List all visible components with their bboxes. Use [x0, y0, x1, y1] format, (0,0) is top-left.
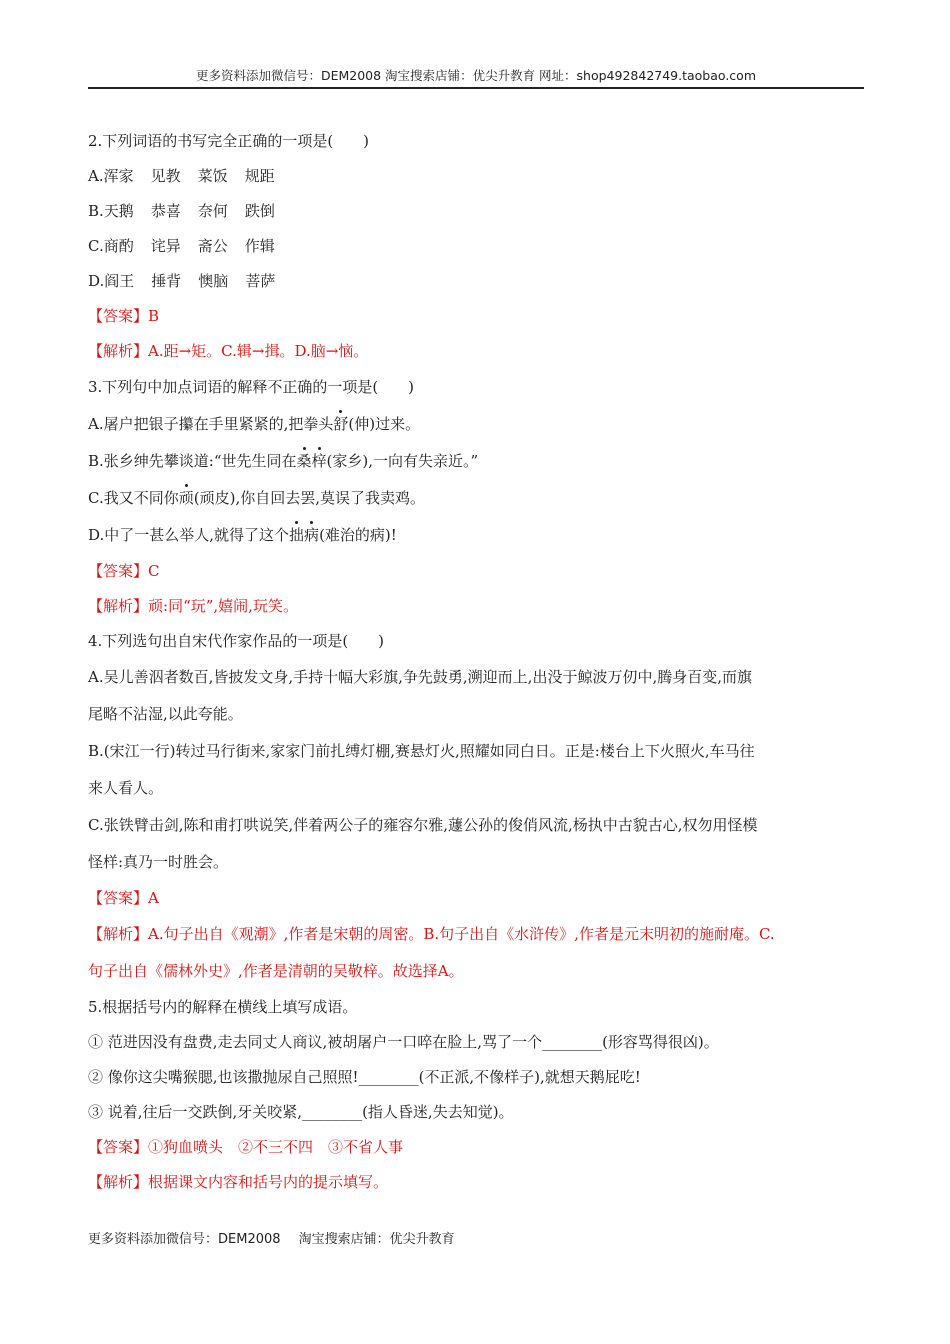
q5-item-2: ② 像你这尖嘴猴腮,也该撒抛尿自己照照!________(不正派,不像样子),就想天鹅屁吃! [88, 1068, 641, 1086]
page-footer [88, 1228, 469, 1247]
document-body [88, 124, 858, 1200]
q5-answer: 【答案】①狗血喷头 ②不三不四 ③不省人事 [88, 1138, 404, 1156]
q2-option-a: A.浑家 见教 菜饭 规距 [88, 167, 275, 185]
q4-option-b-line1: B.(宋江一行)转过马行街来,家家门前扎缚灯棚,赛悬灯火,照耀如同白日。正是:楼台上下火照火,车马往 [88, 742, 755, 760]
emphasis-dot-char: 病 [304, 517, 319, 554]
q4-option-c-line2: 怪样:真乃一时胜会。 [88, 853, 229, 871]
header-rule [88, 87, 864, 89]
emphasis-dot-char: 舒 [333, 406, 348, 443]
q4-option-a-line2: 尾略不沾湿,以此夸能。 [88, 705, 243, 723]
emphasis-dot-char: 桑 [297, 443, 312, 480]
page-header: 更多资料添加微信号：DEM2008 淘宝搜索店铺：优尖升教育 网址：shop492842749.taobao.com [195, 68, 757, 83]
q4-analysis-line1: 【解析】A.句子出自《观潮》,作者是宋朝的周密。B.句子出自《水浒传》,作者是元末明初的施耐庵。C. [88, 925, 775, 943]
q2-option-b: B.天鹅 恭喜 奈何 跌倒 [88, 202, 275, 220]
q4-option-a-line1: A.吴儿善泅者数百,皆披发文身,手持十幅大彩旗,争先鼓勇,溯迎而上,出没于鲸波万仞中,腾身百变,而旗 [88, 668, 752, 686]
q5-item-1: ① 范进因没有盘费,走去同丈人商议,被胡屠户一口啐在脸上,骂了一个________(形容骂得很凶)。 [88, 1033, 719, 1051]
q3-answer: 【答案】C [88, 562, 160, 580]
q2-stem: 2.下列词语的书写完全正确的一项是( ) [88, 132, 370, 150]
q3-option-d: D.中了一甚么举人,就得了这个拙病(难治的病)! [88, 517, 858, 554]
q3-option-a: A.屠户把银子攥在手里紧紧的,把拳头舒(伸)过来。 [88, 406, 858, 443]
emphasis-dot-char: 顽 [179, 480, 194, 517]
q5-stem: 5.根据括号内的解释在横线上填写成语。 [88, 998, 358, 1016]
q3-stem: 3.下列句中加点词语的解释不正确的一项是( ) [88, 378, 415, 396]
q2-analysis: 【解析】A.距→矩。C.辑→揖。D.脑→恼。 [88, 342, 369, 360]
q3-option-b: B.张乡绅先攀谈道:“世先生同在桑梓(家乡),一向有失亲近。” [88, 443, 858, 480]
q3-analysis: 【解析】顽:同“玩”,嬉闹,玩笑。 [88, 597, 298, 615]
emphasis-dot-char: 拙 [289, 517, 304, 554]
q2-answer: 【答案】B [88, 307, 160, 325]
footer-wechat: 更多资料添加微信号：DEM2008 [88, 1232, 281, 1247]
q3-option-c: C.我又不同你顽(顽皮),你自回去罢,莫误了我卖鸡。 [88, 480, 858, 517]
q4-analysis-line2: 句子出自《儒林外史》,作者是清朝的吴敬梓。故选择A。 [88, 962, 464, 980]
q2-option-c: C.商酌 诧异 斋公 作辑 [88, 237, 275, 255]
q4-answer: 【答案】A [88, 889, 159, 907]
q4-stem: 4.下列选句出自宋代作家作品的一项是( ) [88, 632, 385, 650]
q5-item-3: ③ 说着,往后一交跌倒,牙关咬紧,________(指人昏迷,失去知觉)。 [88, 1103, 514, 1121]
q4-option-b-line2: 来人看人。 [88, 779, 164, 797]
q4-option-c-line1: C.张铁臂击剑,陈和甫打哄说笑,伴着两公子的雍容尔雅,蘧公孙的俊俏风流,杨执中古貌古心,权勿用怪模 [88, 816, 758, 834]
q2-option-d: D.阎王 捶背 懊脑 菩萨 [88, 272, 276, 290]
q5-analysis: 【解析】根据课文内容和括号内的提示填写。 [88, 1173, 389, 1191]
footer-shop: 淘宝搜索店铺：优尖升教育 [298, 1232, 455, 1247]
emphasis-dot-char: 梓 [312, 443, 327, 480]
